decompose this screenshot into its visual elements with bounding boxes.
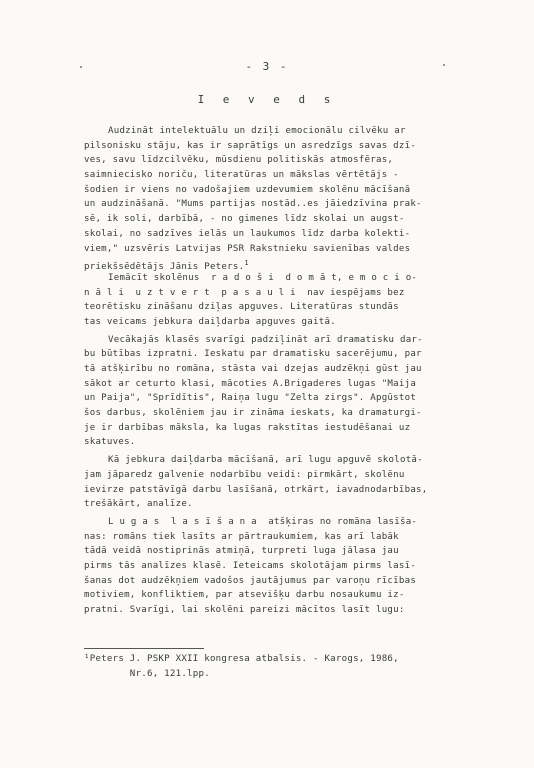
text-line: je ir darbības māksla, ka lugas rakstītas iestudēšanai uz [84,422,411,433]
text-line: tādā veidā nostiprinās atmiņā, turpreti luga jālasa jau [84,546,399,557]
page-number: - 3 - [245,60,289,73]
text-line: Vecākajās klasēs svarīgi padziļināt arī dramatisku dar- [108,334,423,345]
text-line: pirms tās analīzes klasē. Ieteicams skolotājam pirms lasī- [84,560,417,571]
text-line: nas: romāns tiek lasīts ar pārtraukumiem, kas arī labāk [84,531,399,542]
text-line: pilsonisku stāju, kas ir saprātīgs un asredzīgs savas dzī- [84,140,417,151]
body-text [84,124,464,618]
text-line: priekšsēdētājs Jānis Peters. [84,262,245,273]
text-line: un Paija", "Sprīdītis", Raiņa lugu "Zelta zirgs". Apgūstot [84,393,417,404]
text-line: L u g a s l a s ī š a n a atšķiras no romāna lasīša- [108,516,418,527]
text-line: trešākārt, analīze. [84,499,193,510]
text-line: tas veicams jebkura daiļdarba apguves gaitā. [84,316,336,327]
text-line: sē, ik soli, darbībā, - no gimenes līdz skolai un augst- [84,214,405,225]
text-line: Kā jebkura daiļdarba mācīšanā, arī lugu apguvē skolotā- [108,455,423,466]
text-line: motiviem, konfliktiem, par atsevišķu darbu nosaukumu iz- [84,590,405,601]
text-line: šanas dot audzēkņiem vadošos jautājumus par varoņu rīcības [84,575,417,586]
text-line: viem," uzsvēris Latvijas PSR Rakstnieku savienības valdes [84,243,411,254]
text-line: Iemācīt skolēnus r a d o š i d o m ā t, e m o c i o- [108,272,418,283]
text-line: n ā l i u z t v e r t p a s a u l i nav iespējams bez [84,287,405,298]
text-line: saimniecisko noriču, literatūras un mākslas vērtētājs - [84,170,399,181]
text-line: pratni. Svarīgi, lai skolēni pareizi mācītos lasīt lugu: [84,605,405,615]
text-line: bu būtības izpratni. Ieskatu par dramatisku sacerējumu, par [84,349,422,360]
footnote-line: Nr.6, 121.lpp. [84,668,210,679]
text-line: teorētisku zināšanu dziļas apguves. Literatūras stundās [84,302,399,313]
text-line: šodien ir viens no vadošajiem uzdevumiem skolēnu mācīšanā [84,184,411,195]
text-line-with-footnote [84,256,464,271]
text-line: skolai, no sadzīves ielās un laukumos līdz darba kolekti- [84,228,411,239]
text-line: tā atšķirību no romāna, stāsta vai dzejas audzēkņi gūst jau [84,364,422,374]
text-line: un audzināšanā. "Mums partijas nostād..es jāiedzīvina prak- [84,199,422,210]
text-line: ievirze patstāvīgā darbu lasīšanā, otrkārt, iavadnodarbības, [84,484,428,495]
text-line: šos darbus, skolēniem jau ir zināma ieskats, ka dramaturgi- [84,408,422,419]
text-line: sākot ar ceturto klasi, mācoties A.Brigaderes lugas "Maija [84,378,417,389]
footnote-marker: 1 [244,259,249,268]
text-line: skatuves. [84,437,136,448]
footnote [84,652,464,681]
section-heading: I e v e d s [197,93,337,106]
text-line: Audzināt intelektuālu un dziļi emocionālu cilvēku ar [108,126,406,136]
footnote-divider [84,648,204,649]
text-line: jam jāparedz galvenie nodarbību veidi: pirmkārt, skolēnu [84,469,405,480]
text-line: ves, savu līdzcilvēku, mūsdienu politiskās atmosfēras, [84,155,394,166]
footnote-line: ¹Peters J. PSKP XXII kongresa atbalsis. - Karogs, 1986, [84,654,399,664]
